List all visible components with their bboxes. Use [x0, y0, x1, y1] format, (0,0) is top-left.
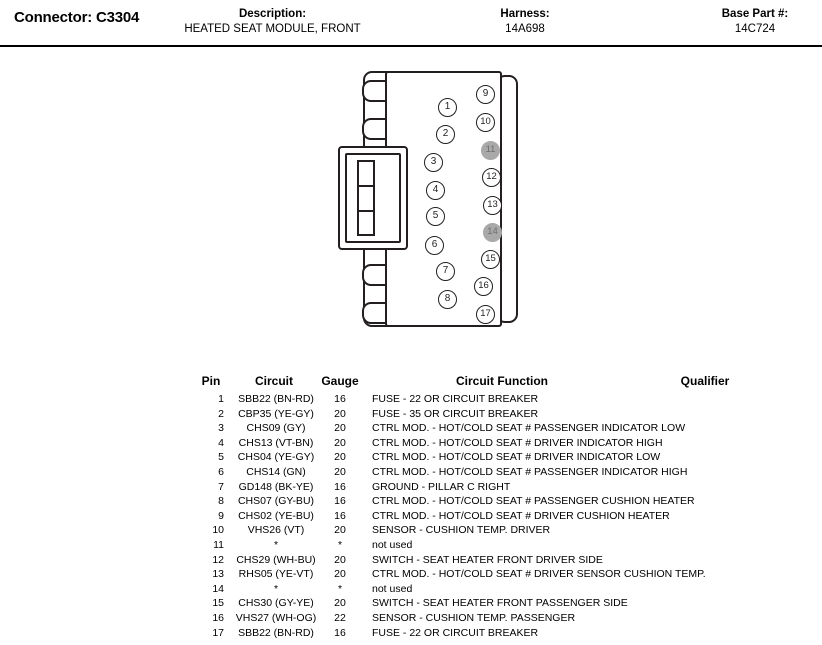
connector-pin-14[interactable]: 14	[483, 223, 502, 242]
cell-gauge: 16	[334, 509, 346, 522]
base-part-value: 14C724	[734, 23, 776, 35]
description-column	[175, 7, 370, 37]
cell-function: CTRL MOD. - HOT/COLD SEAT # DRIVER SENSOR CUSHION TEMP.	[372, 568, 706, 581]
cell-gauge: 16	[334, 495, 346, 508]
cell-pin: 2	[218, 407, 224, 420]
cell-function: CTRL MOD. - HOT/COLD SEAT # PASSENGER INDICATOR HIGH	[372, 465, 688, 478]
table-row	[0, 612, 822, 627]
pin-table-header-row	[0, 374, 822, 393]
cell-circuit: CHS02 (YE-BU)	[238, 509, 314, 522]
cell-circuit: CHS13 (VT-BN)	[238, 436, 314, 449]
cell-function: CTRL MOD. - HOT/COLD SEAT # PASSENGER CUSHION HEATER	[372, 495, 695, 508]
cell-pin: 14	[212, 582, 224, 595]
cell-gauge: 20	[334, 597, 346, 610]
cell-gauge: *	[337, 582, 343, 595]
table-row	[0, 437, 822, 452]
connector-pin-12[interactable]: 12	[482, 168, 501, 187]
cell-gauge: 20	[334, 422, 346, 435]
cell-circuit: SBB22 (BN-RD)	[238, 626, 314, 639]
cell-circuit: CHS07 (GY-BU)	[237, 495, 315, 508]
cell-gauge: 20	[334, 524, 346, 537]
cell-circuit: GD148 (BK-YE)	[238, 480, 314, 493]
cell-pin: 10	[212, 524, 224, 537]
cell-function: SWITCH - SEAT HEATER FRONT PASSENGER SIDE	[372, 597, 628, 610]
cell-gauge: 16	[334, 626, 346, 639]
table-row	[0, 510, 822, 525]
cell-function: FUSE - 22 OR CIRCUIT BREAKER	[372, 626, 539, 639]
description-label: Description:	[238, 8, 307, 20]
cell-circuit: VHS26 (VT)	[247, 524, 305, 537]
pin-table	[0, 374, 822, 641]
table-row	[0, 568, 822, 583]
cell-function: GROUND - PILLAR C RIGHT	[372, 480, 511, 493]
column-header-qualifier: Qualifier	[680, 374, 730, 388]
cell-gauge: 20	[334, 568, 346, 581]
column-header-circuit: Circuit	[254, 374, 293, 388]
cell-gauge: 22	[334, 611, 346, 624]
cell-circuit: *	[273, 538, 279, 551]
connector-pin-15[interactable]: 15	[481, 250, 500, 269]
cell-function: CTRL MOD. - HOT/COLD SEAT # PASSENGER INDICATOR LOW	[372, 422, 686, 435]
cell-circuit: CHS09 (GY)	[246, 422, 306, 435]
cell-function: not used	[372, 538, 413, 551]
cell-pin: 5	[218, 451, 224, 464]
cell-gauge: 20	[334, 553, 346, 566]
table-row	[0, 466, 822, 481]
table-row	[0, 481, 822, 496]
cell-pin: 16	[212, 611, 224, 624]
cell-pin: 15	[212, 597, 224, 610]
connector-pin-16[interactable]: 16	[474, 277, 493, 296]
harness-value: 14A698	[505, 23, 545, 35]
cell-function: CTRL MOD. - HOT/COLD SEAT # DRIVER INDICATOR LOW	[372, 451, 661, 464]
table-row	[0, 451, 822, 466]
connector-diagram	[338, 68, 558, 336]
connector-pin-8[interactable]: 8	[438, 290, 457, 309]
table-row	[0, 627, 822, 642]
column-header-gauge: Gauge	[321, 374, 359, 388]
cell-pin: 7	[218, 480, 224, 493]
connector-pin-2[interactable]: 2	[436, 125, 455, 144]
table-row	[0, 495, 822, 510]
cell-gauge: 20	[334, 436, 346, 449]
base-part-column	[690, 7, 820, 37]
cell-gauge: 20	[334, 465, 346, 478]
cell-gauge: *	[337, 538, 343, 551]
header-divider	[0, 45, 822, 47]
table-row	[0, 597, 822, 612]
connector-pin-4[interactable]: 4	[426, 181, 445, 200]
cell-circuit: VHS27 (WH-OG)	[235, 611, 317, 624]
table-row	[0, 539, 822, 554]
cell-circuit: CHS04 (YE-GY)	[237, 451, 315, 464]
connector-pin-3[interactable]: 3	[424, 153, 443, 172]
connector-pin-17[interactable]: 17	[476, 305, 495, 324]
cell-function: not used	[372, 582, 413, 595]
cell-gauge: 16	[334, 480, 346, 493]
cell-function: FUSE - 35 OR CIRCUIT BREAKER	[372, 407, 539, 420]
cell-circuit: CHS29 (WH-BU)	[236, 553, 316, 566]
cell-pin: 13	[212, 568, 224, 581]
harness-column	[455, 7, 595, 37]
cell-circuit: CBP35 (YE-GY)	[238, 407, 314, 420]
cell-function: CTRL MOD. - HOT/COLD SEAT # DRIVER INDICATOR HIGH	[372, 436, 663, 449]
cell-function: SWITCH - SEAT HEATER FRONT DRIVER SIDE	[372, 553, 603, 566]
connector-pin-9[interactable]: 9	[476, 85, 495, 104]
connector-pin-10[interactable]: 10	[476, 113, 495, 132]
cell-function: SENSOR - CUSHION TEMP. DRIVER	[372, 524, 551, 537]
cell-pin: 4	[218, 436, 224, 449]
cell-pin: 11	[213, 538, 224, 551]
cell-circuit: *	[273, 582, 279, 595]
page-header	[0, 0, 822, 46]
table-row	[0, 393, 822, 408]
cell-circuit: SBB22 (BN-RD)	[238, 393, 314, 405]
table-row	[0, 554, 822, 569]
connector-pin-5[interactable]: 5	[426, 207, 445, 226]
cell-pin: 17	[212, 626, 224, 639]
cell-pin: 9	[218, 509, 224, 522]
cell-circuit: CHS30 (GY-YE)	[238, 597, 314, 610]
connector-pin-7[interactable]: 7	[436, 262, 455, 281]
description-value: HEATED SEAT MODULE, FRONT	[184, 23, 361, 35]
base-part-label: Base Part #:	[721, 8, 789, 20]
cell-function: FUSE - 22 OR CIRCUIT BREAKER	[372, 393, 539, 405]
column-header-pin: Pin	[201, 374, 221, 388]
connector-latch-bar-divider-1	[359, 185, 373, 187]
cell-pin: 6	[218, 465, 224, 478]
table-row	[0, 524, 822, 539]
cell-pin: 12	[212, 553, 224, 566]
cell-function: CTRL MOD. - HOT/COLD SEAT # DRIVER CUSHION HEATER	[372, 509, 670, 522]
cell-circuit: RHS05 (YE-VT)	[238, 568, 314, 581]
connector-latch-bar-divider-2	[359, 210, 373, 212]
column-header-function: Circuit Function	[456, 374, 548, 388]
connector-id: Connector: C3304	[14, 9, 140, 26]
connector-pin-13[interactable]: 13	[483, 196, 502, 215]
cell-pin: 8	[218, 495, 224, 508]
cell-pin: 1	[218, 393, 224, 405]
cell-gauge: 16	[334, 393, 346, 405]
cell-gauge: 20	[334, 451, 346, 464]
connector-pin-1[interactable]: 1	[438, 98, 457, 117]
table-row	[0, 408, 822, 423]
connector-pin-6[interactable]: 6	[425, 236, 444, 255]
connector-pin-11[interactable]: 11	[481, 141, 500, 160]
cell-gauge: 20	[334, 407, 346, 420]
cell-function: SENSOR - CUSHION TEMP. PASSENGER	[372, 611, 576, 624]
cell-pin: 3	[218, 422, 224, 435]
cell-circuit: CHS14 (GN)	[246, 465, 306, 478]
table-row	[0, 422, 822, 437]
table-row	[0, 583, 822, 598]
harness-label: Harness:	[500, 8, 550, 20]
connector-latch-bar	[357, 160, 375, 236]
